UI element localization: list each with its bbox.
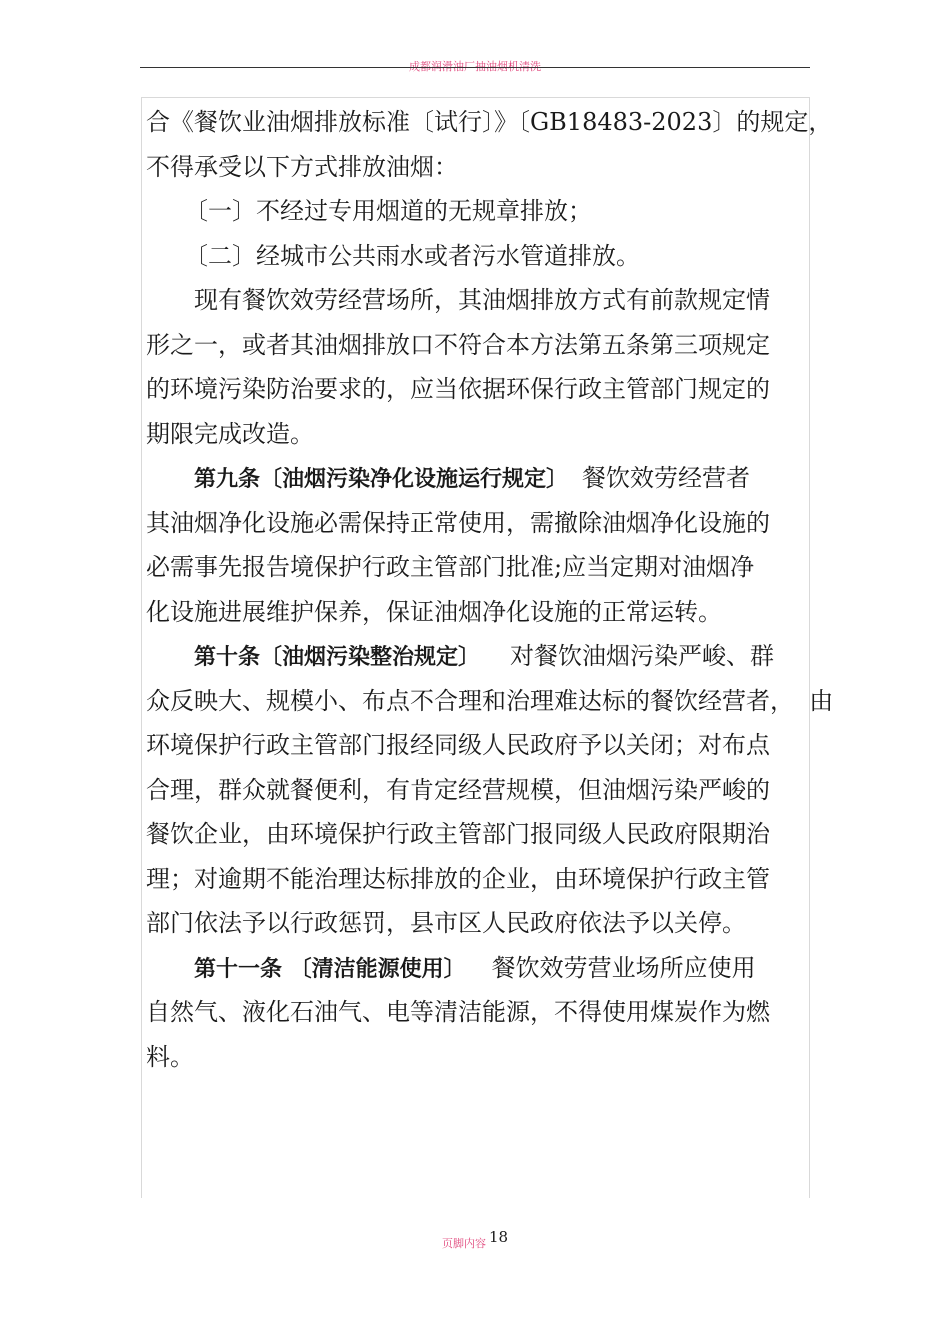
- article-11-first-line: [146, 946, 811, 991]
- paragraph-line: 不得承受以下方式排放油烟：: [146, 152, 458, 181]
- paragraph-text: 对餐饮油烟污染严峻、群: [510, 642, 775, 670]
- paragraph-line: 化设施进展维护保养，保证油烟净化设施的正常运转。: [146, 597, 722, 626]
- article-10-title: 第十条〔油烟污染整治规定〕: [194, 645, 481, 670]
- paragraph-line: 期限完成改造。: [146, 419, 314, 448]
- paragraph-text: 餐饮效劳营业场所应使用: [491, 953, 756, 982]
- paragraph-line: 自然气、液化石油气、电等清洁能源，不得使用煤炭作为燃: [146, 998, 770, 1026]
- footer-label: 页脚内容: [441, 1237, 486, 1250]
- paragraph-line: 合理，群众就餐便利，有肯定经营规模，但油烟污染严峻的: [146, 775, 770, 804]
- page-header-text: 成都润滑油厂抽油烟机清洗: [409, 60, 541, 73]
- paragraph-line: 理；对逾期不能治理达标排放的企业，由环境保护行政主管: [146, 864, 770, 893]
- paragraph-line: 料。: [146, 1042, 194, 1071]
- paragraph-line: 形之一，或者其油烟排放口不符合本方法第五条第三项规定: [146, 330, 770, 359]
- paragraph-line: 部门依法予以行政惩罚，县市区人民政府依法予以关停。: [146, 909, 746, 937]
- document-body: [146, 100, 834, 1079]
- header-rule: [140, 67, 810, 68]
- paragraph-line: 众反映大、规模小、布点不合理和治理难达标的餐饮经营者， 由: [146, 686, 834, 715]
- page-footer: [0, 1228, 950, 1251]
- list-item: 〔一〕不经过专用烟道的无规章排放；: [184, 197, 592, 225]
- paragraph-line: 环境保护行政主管部门报经同级人民政府予以关闭；对布点: [146, 731, 770, 759]
- article-10-first-line: [146, 634, 811, 679]
- page-number: 18: [488, 1228, 509, 1246]
- paragraph-line: 餐饮企业，由环境保护行政主管部门报同级人民政府限期治: [146, 820, 770, 848]
- list-item: 〔二〕经城市公共雨水或者污水管道排放。: [184, 241, 640, 270]
- paragraph-line: 现有餐饮效劳经营场所，其油烟排放方式有前款规定情: [194, 286, 770, 314]
- article-9-first-line: [146, 456, 811, 501]
- paragraph-text: 餐饮效劳经营者: [582, 464, 751, 492]
- article-11-title: 第十一条 〔清洁能源使用〕: [194, 956, 466, 982]
- paragraph-line: 的环境污染防治要求的，应当依据环保行政主管部门规定的: [146, 375, 770, 403]
- paragraph-line: 合《餐饮业油烟排放标准〔试行〕》〔GB18483-2023〕的规定，: [146, 108, 833, 136]
- paragraph-line: 必需事先报告境保护行政主管部门批准;应当定期对油烟净: [146, 553, 755, 581]
- paragraph-line: 其油烟净化设施必需保持正常使用，需撤除油烟净化设施的: [146, 508, 770, 537]
- article-9-title: 第九条〔油烟污染净化设施运行规定〕: [194, 467, 569, 492]
